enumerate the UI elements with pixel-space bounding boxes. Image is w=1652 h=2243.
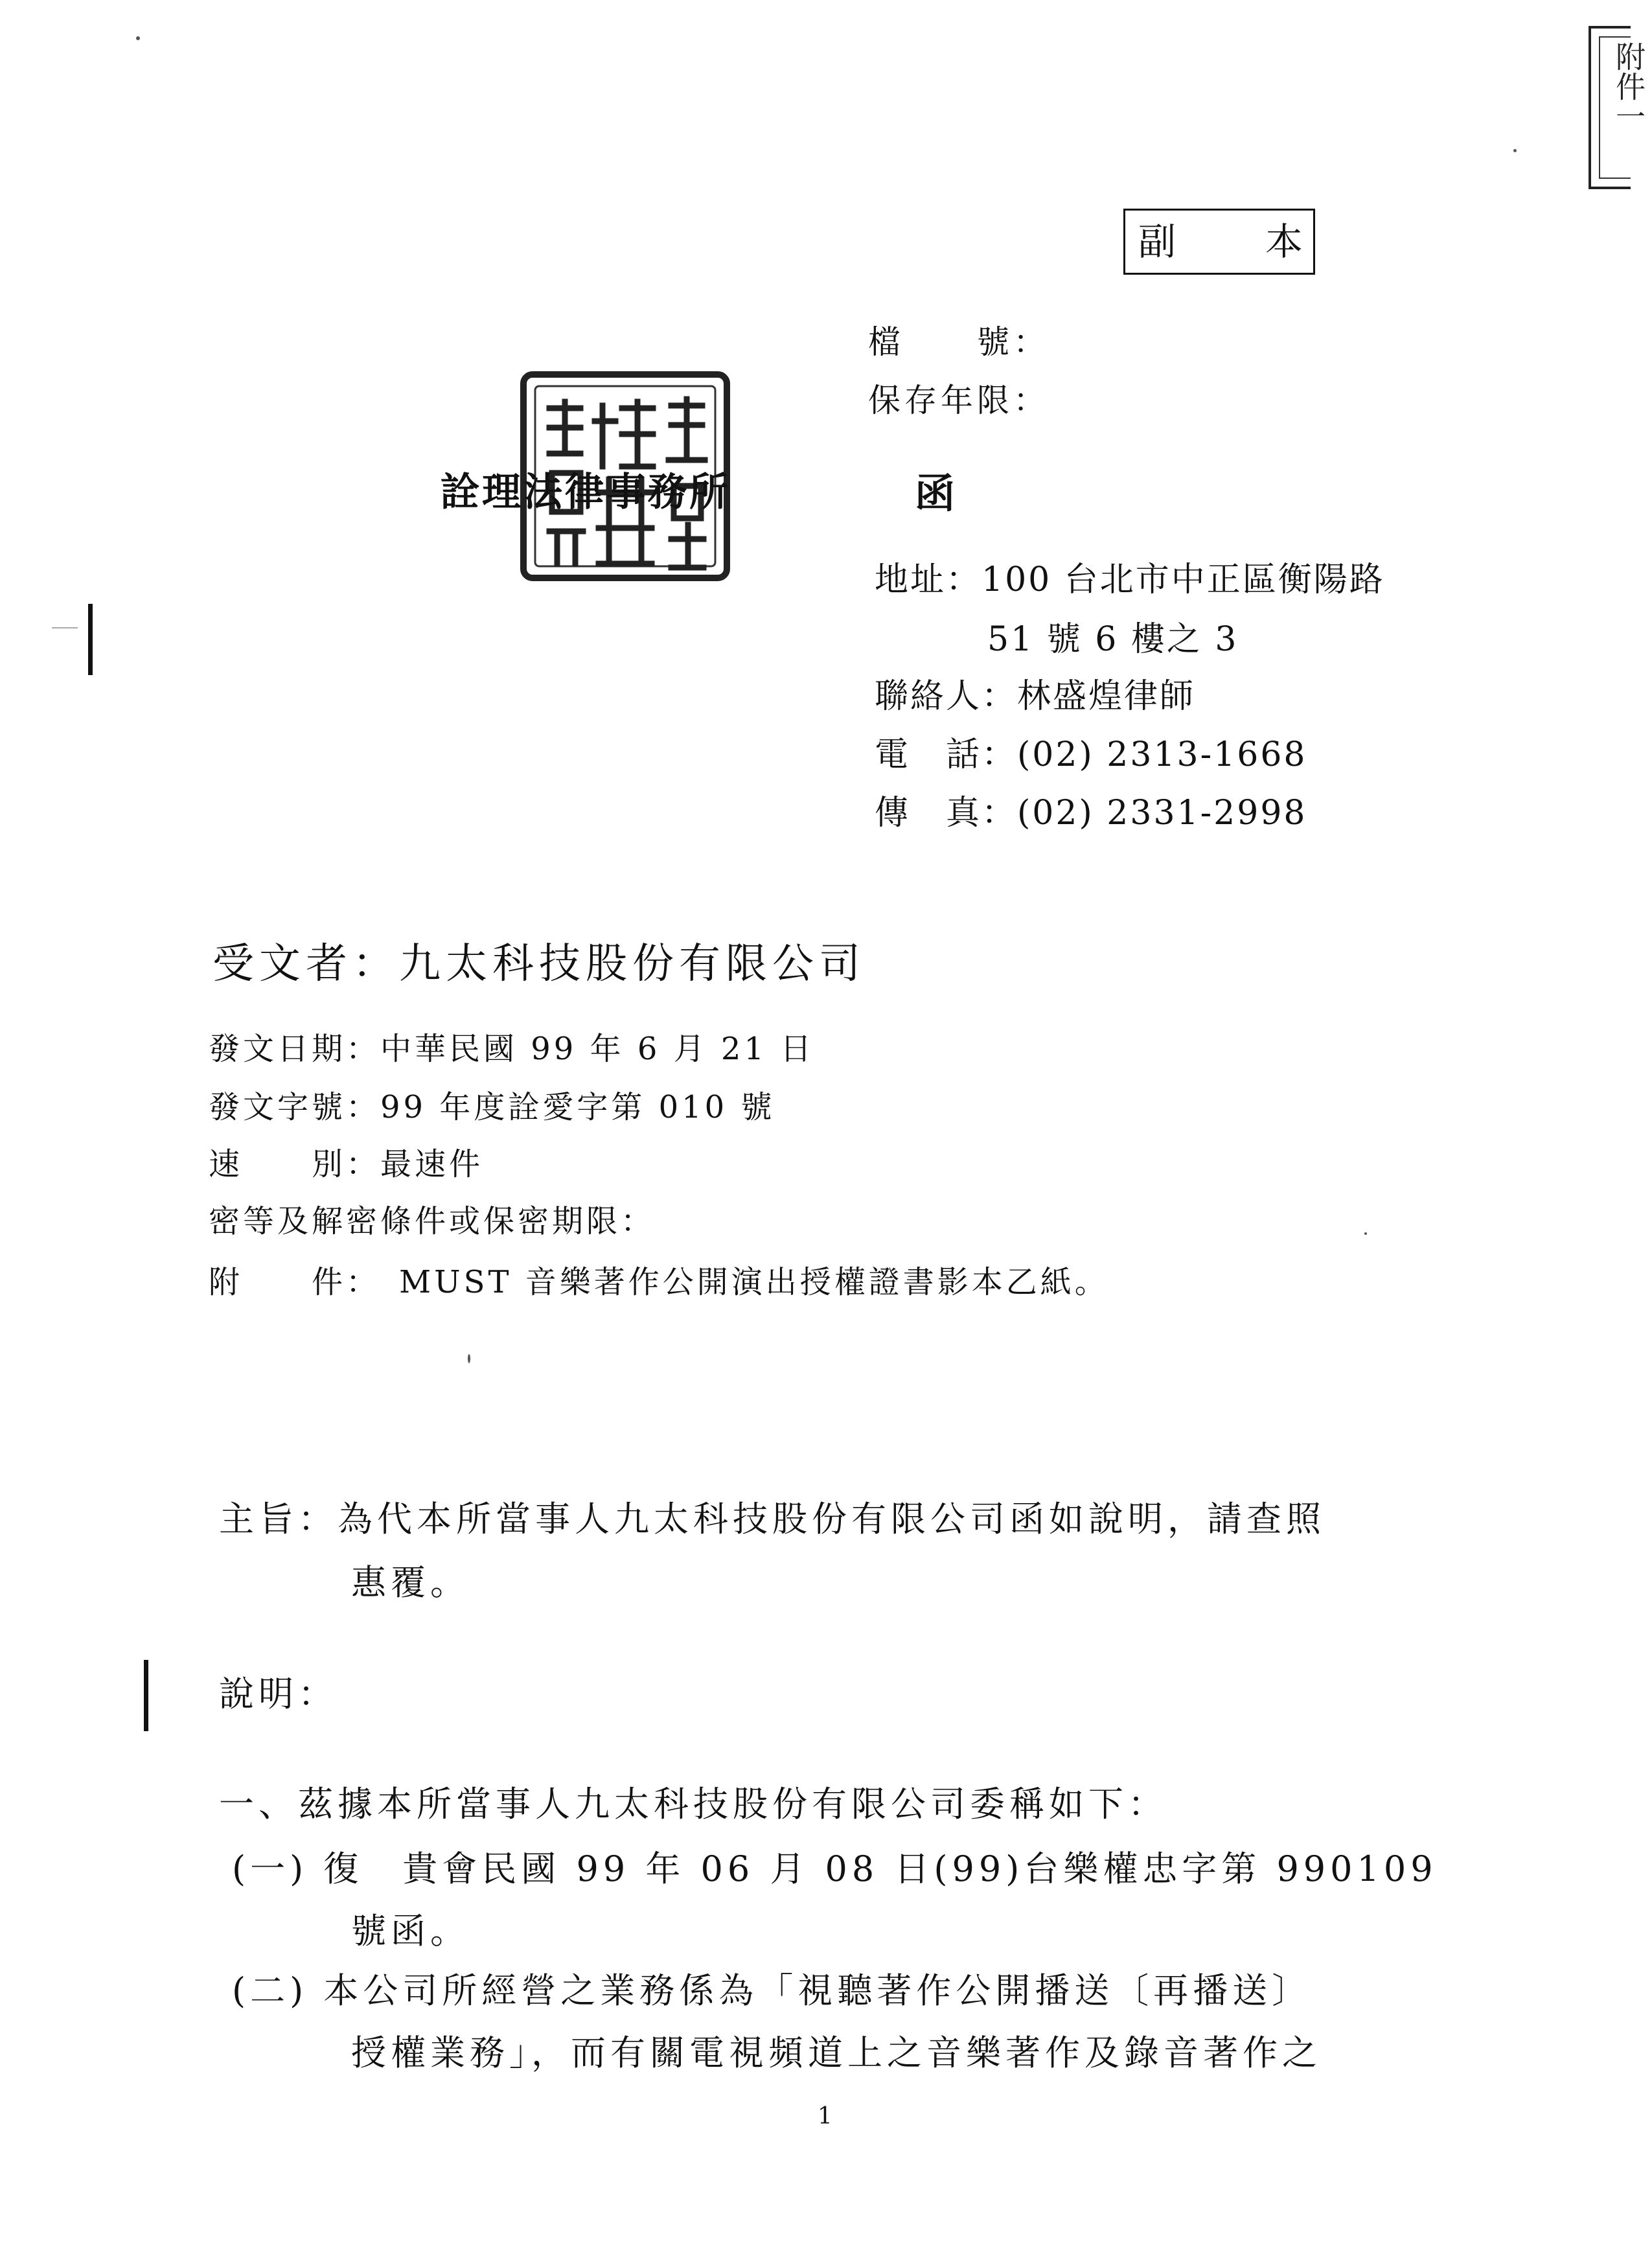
dispatch-date: 發文日期：中華民國 99 年 6 月 21 日 <box>209 1031 815 1067</box>
margin-revision-bar-1 <box>88 604 93 675</box>
subject-line-2: 惠覆。 <box>351 1562 470 1603</box>
corner-stamp-text: 附件一 <box>1611 41 1646 131</box>
margin-revision-bar-2 <box>144 1660 148 1731</box>
attachment: 附 件： MUST 音樂著作公開演出授權證書影本乙紙。 <box>209 1264 1109 1300</box>
document-type: 函 <box>915 470 956 517</box>
item-1: 一、茲據本所當事人九太科技股份有限公司委稱如下： <box>219 1784 1167 1824</box>
contact-person: 聯絡人：林盛煌律師 <box>875 677 1196 716</box>
delivery-speed: 速 別：最速件 <box>209 1146 484 1182</box>
item-1-sub-2-line-2: 授權業務」，而有關電視頻道上之音樂著作及錄音著作之 <box>351 2032 1322 2073</box>
address-line-2: 51 號 6 樓之 3 <box>987 620 1239 659</box>
corner-stamp <box>1589 26 1646 189</box>
page-number: 1 <box>818 2103 832 2130</box>
explanation-heading: 說明： <box>219 1674 338 1714</box>
address-line-1: 地址：100 台北市中正區衡陽路 <box>875 560 1385 599</box>
fax-number: 傳 真：(02) 2331-2998 <box>875 794 1307 833</box>
scan-speck <box>1364 1232 1367 1235</box>
phone-number: 電 話：(02) 2313-1668 <box>875 735 1307 774</box>
scan-speck <box>136 36 140 40</box>
file-number-label: 檔 號： <box>868 323 1050 361</box>
copy-mark-char-left: 副 <box>1138 220 1176 264</box>
reference-number: 發文字號：99 年度詮愛字第 010 號 <box>209 1089 775 1125</box>
copy-mark-box <box>1123 209 1315 275</box>
scan-speck <box>468 1354 470 1363</box>
retention-label: 保存年限： <box>868 382 1050 419</box>
copy-mark-char-right: 本 <box>1265 220 1303 264</box>
scan-speck <box>52 627 78 628</box>
scan-speck <box>1513 149 1517 152</box>
secrecy-terms: 密等及解密條件或保密期限： <box>209 1203 656 1239</box>
subject-line-1: 主旨：為代本所當事人九太科技股份有限公司函如說明，請查照 <box>219 1499 1325 1539</box>
recipient: 受文者：九太科技股份有限公司 <box>212 940 866 988</box>
item-1-sub-1-line-1: (一) 復 貴會民國 99 年 06 月 08 日(99)台樂權忠字第 990109 <box>232 1848 1438 1889</box>
item-1-sub-1-line-2: 號函。 <box>351 1911 470 1951</box>
item-1-sub-2-line-1: (二) 本公司所經營之業務係為「視聽著作公開播送〔再播送〕 <box>232 1970 1312 2011</box>
law-firm-name: 詮理法律事務所 <box>441 470 731 515</box>
